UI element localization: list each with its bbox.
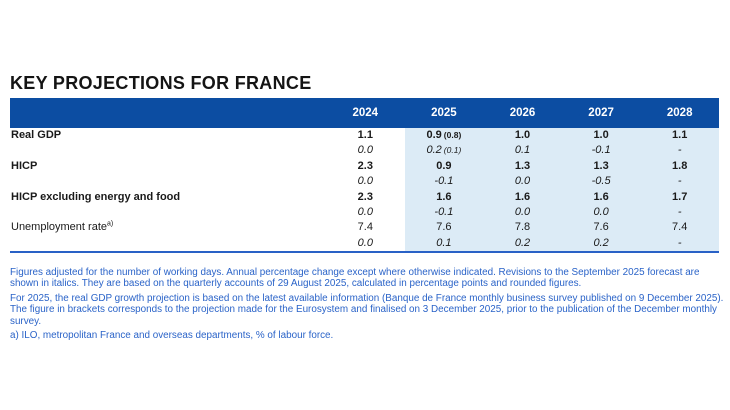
revision-cell: - xyxy=(640,205,719,220)
revision-cell: 0.0 xyxy=(483,174,562,189)
year-header-2025: 2025 xyxy=(431,107,457,119)
value-cell: 1.3 xyxy=(562,159,641,174)
year-header-2024: 2024 xyxy=(352,107,379,119)
year-header-2027: 2027 xyxy=(588,107,614,119)
value-cell: 2.3 xyxy=(357,190,373,203)
revision-cell: 0.2 xyxy=(483,236,562,251)
value-cell: 1.6 xyxy=(562,190,641,205)
footnote-marker: a) xyxy=(107,220,114,228)
row-label-real-gdp: Real GDP xyxy=(11,129,62,141)
revision-cell xyxy=(405,143,484,158)
row-label-text: Unemployment rate xyxy=(11,221,107,234)
revision-cell: -0.1 xyxy=(405,174,484,189)
revision-cell: -0.1 xyxy=(405,205,484,220)
value-cell: 1.6 xyxy=(405,190,484,205)
revision-cell: 0.0 xyxy=(562,205,641,220)
revision-cell: 0.0 xyxy=(357,205,373,218)
value-cell: 7.4 xyxy=(357,221,373,234)
projections-table xyxy=(10,98,719,253)
value-cell: 0.9 xyxy=(405,159,484,174)
value-cell: 7.6 xyxy=(405,220,484,235)
table-row-unemployment xyxy=(10,220,719,235)
revision-cell: - xyxy=(640,174,719,189)
revision-cell: 0.1 xyxy=(405,236,484,251)
value-cell: 1.8 xyxy=(640,159,719,174)
value-cell: 7.4 xyxy=(640,220,719,235)
value-cell: 1.7 xyxy=(640,190,719,205)
table-row-hicp-excl xyxy=(10,190,719,205)
value-cell: 7.6 xyxy=(562,220,641,235)
table-row-hicp xyxy=(10,159,719,174)
revision-cell: 0.0 xyxy=(483,205,562,220)
footnotes xyxy=(10,267,725,344)
value-main: 0.2 xyxy=(426,144,442,157)
table-row-unemployment-revision xyxy=(10,236,719,251)
table-row-real-gdp-revision xyxy=(10,143,719,158)
value-in-brackets: (0.1) xyxy=(443,145,462,156)
row-label-hicp: HICP xyxy=(11,159,38,172)
revision-cell: 0.2 xyxy=(562,236,641,251)
revision-cell: -0.5 xyxy=(562,174,641,189)
revision-cell: -0.1 xyxy=(562,143,641,158)
value-main: 0.9 xyxy=(426,129,442,141)
page-title: KEY PROJECTIONS FOR FRANCE xyxy=(10,73,312,93)
value-cell: 1.6 xyxy=(483,190,562,205)
value-cell: 1.1 xyxy=(357,129,373,141)
revision-cell: 0.0 xyxy=(357,175,373,188)
table-row-hicp-excl-revision xyxy=(10,205,719,220)
revision-cell: 0.1 xyxy=(483,143,562,158)
value-in-brackets: (0.8) xyxy=(443,130,462,140)
value-cell: 1.0 xyxy=(483,128,562,143)
row-label-unemployment xyxy=(10,220,326,235)
table-row-hicp-revision xyxy=(10,174,719,189)
footnote-paragraph: For 2025, the real GDP growth projection is based on the latest available information (Banque de France monthly business survey published on 9 December 2025). The figure in brackets corresponds to the projection made for the Eurosystem and finalised on 3 December 2025, prior to the publication of the December monthly survey. xyxy=(10,292,724,327)
year-header-2028: 2028 xyxy=(666,107,693,119)
revision-cell: 0.0 xyxy=(357,236,373,249)
value-cell: 1.1 xyxy=(640,128,719,143)
value-cell: 2.3 xyxy=(357,159,373,172)
revision-cell: - xyxy=(640,143,719,158)
footnote-paragraph: a) ILO, metropolitan France and overseas departments, % of labour force. xyxy=(10,330,334,342)
value-cell: 1.0 xyxy=(562,128,641,143)
value-cell: 7.8 xyxy=(483,220,562,235)
revision-cell: 0.0 xyxy=(357,144,373,157)
revision-cell: - xyxy=(640,236,719,251)
row-label-hicp-excl: HICP excluding energy and food xyxy=(11,190,181,203)
table-row-real-gdp xyxy=(10,128,719,143)
value-cell xyxy=(405,128,484,143)
year-header-2026: 2026 xyxy=(509,107,536,119)
table-header-row xyxy=(10,98,719,128)
value-cell: 1.3 xyxy=(483,159,562,174)
footnote-paragraph: Figures adjusted for the number of working days. Annual percentage change except where otherwise indicated. Revisions to the September 2025 forecast are shown in italics. They are based on the quarterly accounts of 29 August 2025, calculated in percentage points and rounded figures. xyxy=(10,267,700,290)
